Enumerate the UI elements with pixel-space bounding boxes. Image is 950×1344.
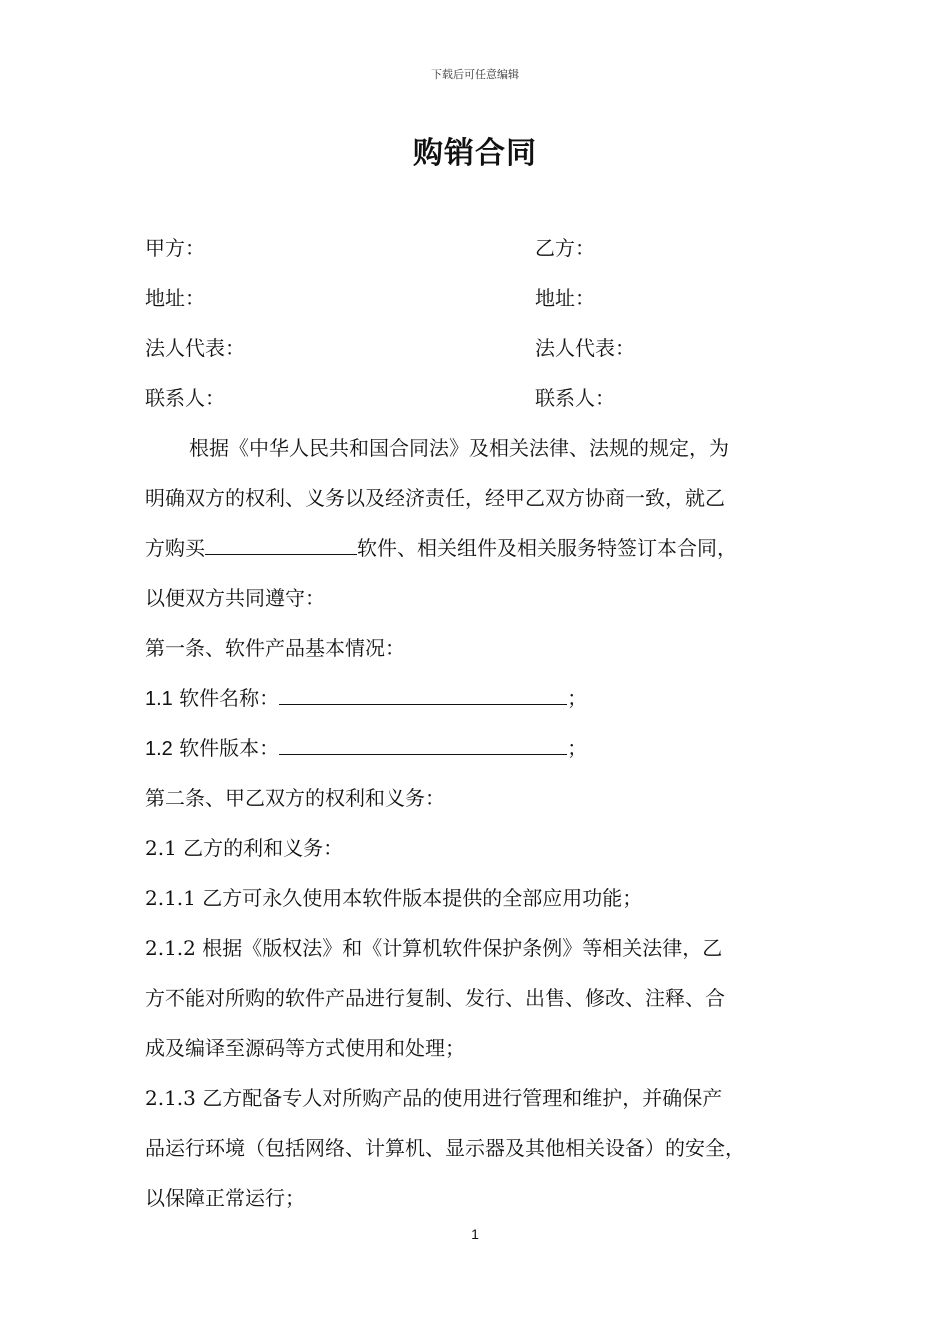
party-a-legal-rep: 法人代表：: [145, 336, 245, 360]
party-b-address: 地址：: [535, 286, 595, 310]
document-title: 购销合同: [413, 136, 537, 171]
product-name-blank: [205, 534, 357, 555]
software-version-blank: [279, 734, 567, 755]
section-2-1-1: 2.1.1 乙方可永久使用本软件版本提供的全部应用功能；: [145, 886, 643, 910]
section-2-1-2-line-3: 成及编译至源码等方式使用和处理；: [145, 1036, 465, 1060]
party-b-contact: 联系人：: [535, 386, 615, 410]
software-version-item: [145, 734, 587, 763]
preamble-line-4: 以便双方共同遵守：: [145, 586, 325, 610]
party-a-address: 地址：: [145, 286, 205, 310]
section-2-1-3-line-2: 品运行环境（包括网络、计算机、显示器及其他相关设备）的安全，: [145, 1136, 745, 1160]
preamble-line-3-end: 软件、相关组件及相关服务特签订本合同，: [357, 536, 737, 560]
section-2-1-3-line-1: 2.1.3 乙方配备专人对所购产品的使用进行管理和维护，并确保产: [145, 1086, 723, 1110]
section-2-1-3-line-3: 以保障正常运行；: [145, 1186, 305, 1210]
article-1-heading: 第一条、软件产品基本情况：: [145, 636, 405, 660]
item-terminator: ；: [567, 736, 588, 760]
party-b-label: 乙方：: [535, 236, 595, 260]
preamble-line-2: 明确双方的权利、义务以及经济责任，经甲乙双方协商一致，就乙: [145, 486, 725, 510]
preamble-line-1: 根据《中华人民共和国合同法》及相关法律、法规的规定，为: [189, 436, 729, 460]
item-number: 1.2: [145, 738, 173, 760]
preamble-line-3: [145, 534, 737, 562]
section-2-1: 2.1 乙方的利和义务：: [145, 836, 344, 860]
header-note: 下载后可任意编辑: [431, 68, 519, 81]
software-version-label: 软件版本：: [172, 736, 280, 760]
article-2-heading: 第二条、甲乙双方的权利和义务：: [145, 786, 445, 810]
software-name-blank: [279, 684, 567, 705]
page-number: 1: [471, 1226, 479, 1242]
section-2-1-2-line-1: 2.1.2 根据《版权法》和《计算机软件保护条例》等相关法律，乙: [145, 936, 723, 960]
party-a-contact: 联系人：: [145, 386, 225, 410]
section-2-1-2-line-2: 方不能对所购的软件产品进行复制、发行、出售、修改、注释、合: [145, 986, 725, 1010]
item-number: 1.1: [145, 688, 173, 710]
party-a-label: 甲方：: [145, 236, 205, 260]
item-terminator: ；: [567, 686, 588, 710]
software-name-label: 软件名称：: [172, 686, 280, 710]
preamble-line-3-start: 方购买: [145, 536, 205, 560]
software-name-item: [145, 684, 587, 713]
party-b-legal-rep: 法人代表：: [535, 336, 635, 360]
